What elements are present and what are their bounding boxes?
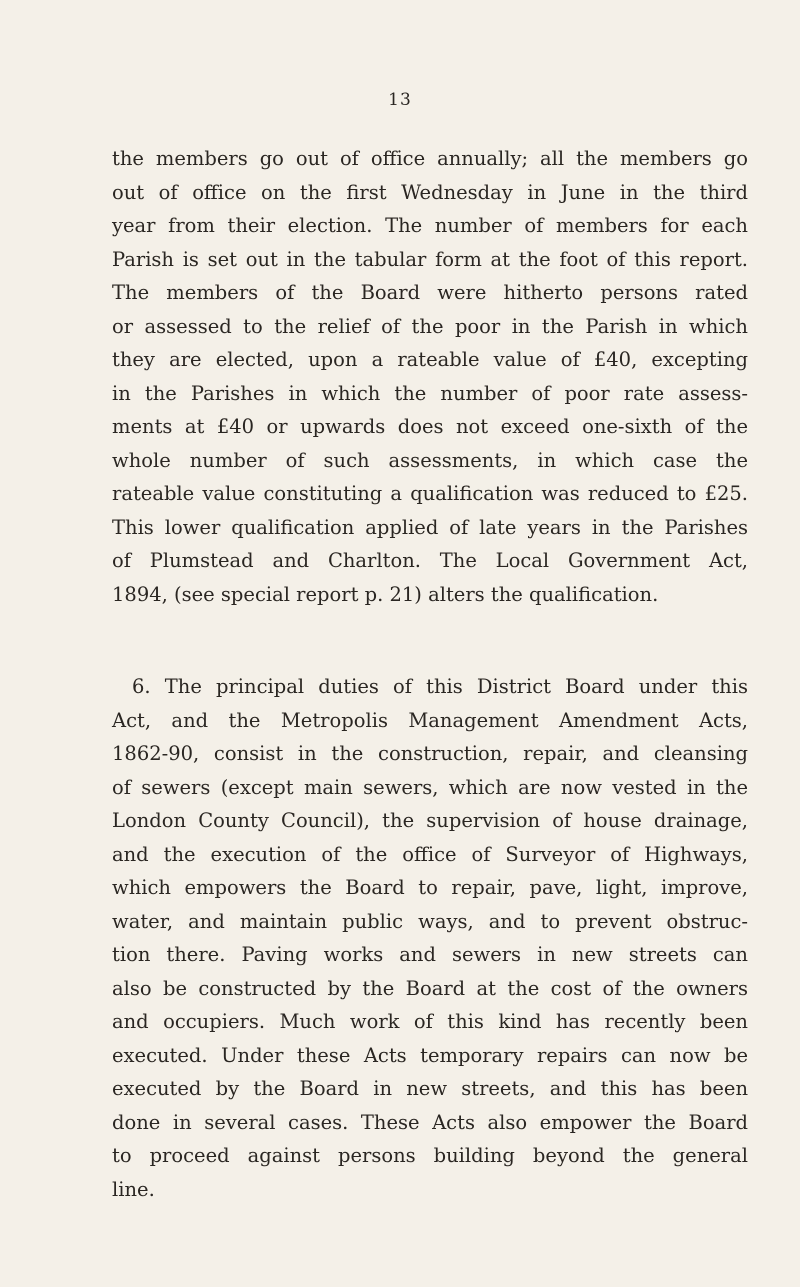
text-line: Act, and the Metropolis Management Amendment Acts, — [112, 708, 748, 732]
text-line: of sewers (except main sewers, which are now vested in the — [112, 775, 748, 799]
text-line: rateable value constituting a qualification was reduced to £25. — [112, 482, 748, 505]
text-line: water, and maintain public ways, and to prevent obstruc- — [112, 909, 748, 933]
text-line: executed by the Board in new streets, and this has been — [112, 1077, 748, 1100]
text-line: Parish is set out in the tabular form at the foot of this report. — [112, 247, 748, 271]
text-line: ments at £40 or upwards does not exceed one-sixth of the — [112, 415, 748, 438]
text-line: executed. Under these Acts temporary repairs can now be — [112, 1043, 748, 1067]
page-number: 13 — [388, 90, 412, 110]
text-line: This lower qualification applied of late years in the Parishes — [112, 515, 748, 539]
text-line: they are elected, upon a rateable value of £40, excepting — [112, 348, 748, 371]
text-line: to proceed against persons building beyond the general — [112, 1144, 748, 1167]
text-line: out of office on the first Wednesday in June in the third — [112, 180, 748, 204]
text-line: year from their election. The number of members for each — [112, 214, 748, 237]
text-line: 6. The principal duties of this District Board under this — [132, 675, 748, 698]
text-line: or assessed to the relief of the poor in the Parish in which — [112, 314, 748, 338]
text-line: in the Parishes in which the number of poor rate assess- — [112, 381, 748, 405]
text-line: also be constructed by the Board at the cost of the owners — [112, 976, 748, 1000]
text-line: line. — [112, 1177, 155, 1201]
paragraph-principal-duties — [112, 670, 748, 1206]
paragraph-board-membership — [112, 142, 748, 611]
text-line: which empowers the Board to repair, pave, light, improve, — [112, 876, 748, 899]
text-line: of Plumstead and Charlton. The Local Government Act, — [112, 549, 748, 572]
text-line: 1894, (see special report p. 21) alters the qualification. — [112, 582, 659, 606]
text-line: tion there. Paving works and sewers in new streets can — [112, 943, 748, 966]
text-line: 1862-90, consist in the construction, repair, and cleansing — [112, 742, 748, 765]
text-line: and occupiers. Much work of this kind has recently been — [112, 1010, 748, 1033]
text-line: The members of the Board were hitherto persons rated — [112, 281, 748, 304]
text-line: and the execution of the office of Surveyor of Highways, — [112, 842, 748, 866]
text-line: the members go out of office annually; all the members go — [112, 147, 748, 170]
text-line: done in several cases. These Acts also empower the Board — [112, 1110, 748, 1134]
text-line: London County Council), the supervision of house drainage, — [112, 809, 748, 832]
text-line: whole number of such assessments, in which case the — [112, 448, 748, 472]
